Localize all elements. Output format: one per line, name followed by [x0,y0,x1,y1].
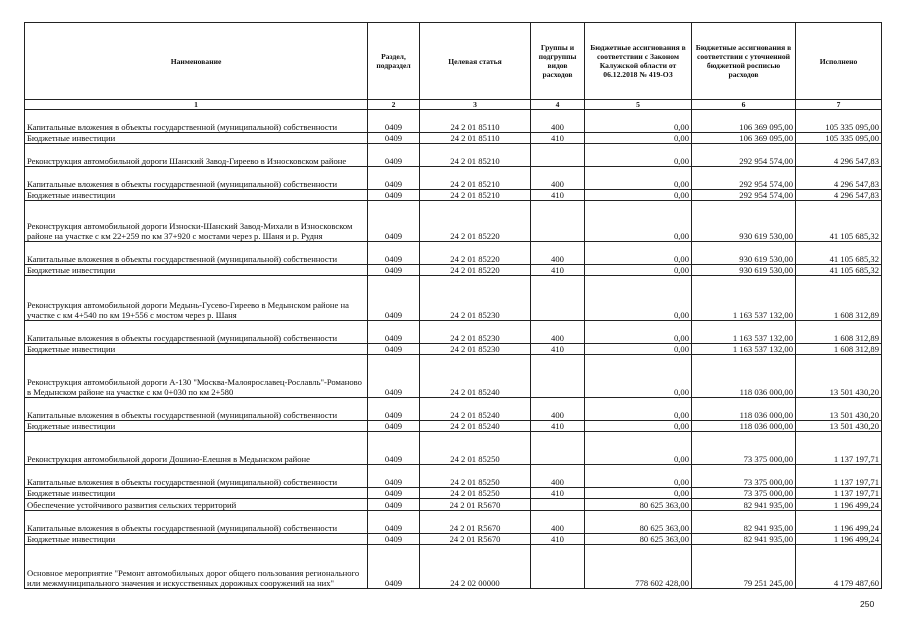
header-budget-law: Бюджетные ассигнования в соответствии с Законом Калужской области от 06.12.2018 № 419-ОЗ [585,23,692,100]
row-group [531,201,585,242]
row-execution: 4 296 547,83 [796,144,882,167]
row-group [531,545,585,589]
table-row [25,499,882,511]
row-budget-law: 0,00 [585,276,692,321]
row-budget-revised: 930 619 530,00 [692,265,796,276]
row-section: 0409 [368,190,420,201]
row-execution: 13 501 430,20 [796,355,882,398]
header-target: Целевая статья [420,23,531,100]
row-budget-law: 0,00 [585,321,692,344]
row-target: 24 2 01 85240 [420,398,531,421]
row-target: 24 2 01 85220 [420,242,531,265]
row-budget-law: 0,00 [585,190,692,201]
table-row [25,144,882,167]
row-budget-law: 80 625 363,00 [585,511,692,534]
row-budget-law: 80 625 363,00 [585,499,692,511]
table-row [25,344,882,355]
row-budget-revised: 118 036 000,00 [692,421,796,432]
row-name: Капитальные вложения в объекты государственной (муниципальной) собственности [25,511,368,534]
row-budget-revised: 73 375 000,00 [692,488,796,499]
row-execution: 41 105 685,32 [796,265,882,276]
row-execution: 13 501 430,20 [796,421,882,432]
column-number: 7 [796,100,882,110]
row-group: 410 [531,190,585,201]
row-section: 0409 [368,321,420,344]
row-execution: 1 608 312,89 [796,321,882,344]
row-group: 400 [531,321,585,344]
row-group: 400 [531,242,585,265]
row-target: 24 2 01 85230 [420,321,531,344]
row-section: 0409 [368,465,420,488]
row-budget-law: 0,00 [585,344,692,355]
row-target: 24 2 01 85210 [420,144,531,167]
row-budget-law: 0,00 [585,133,692,144]
row-budget-revised: 292 954 574,00 [692,190,796,201]
row-name: Капитальные вложения в объекты государственной (муниципальной) собственности [25,398,368,421]
table-row [25,265,882,276]
row-execution: 1 196 499,24 [796,534,882,545]
row-section: 0409 [368,167,420,190]
row-budget-law: 0,00 [585,144,692,167]
row-target: 24 2 01 85250 [420,465,531,488]
row-target: 24 2 01 85230 [420,344,531,355]
row-target: 24 2 01 85110 [420,133,531,144]
row-target: 24 2 01 85220 [420,265,531,276]
row-budget-law: 0,00 [585,201,692,242]
row-budget-revised: 79 251 245,00 [692,545,796,589]
row-budget-revised: 1 163 537 132,00 [692,276,796,321]
row-target: 24 2 01 85240 [420,421,531,432]
row-execution: 1 608 312,89 [796,276,882,321]
row-execution: 1 196 499,24 [796,499,882,511]
row-section: 0409 [368,265,420,276]
row-budget-law: 0,00 [585,432,692,465]
row-execution: 1 137 197,71 [796,488,882,499]
table-row [25,545,882,589]
row-execution: 4 296 547,83 [796,167,882,190]
row-execution: 105 335 095,00 [796,110,882,133]
row-budget-law: 0,00 [585,355,692,398]
row-execution: 41 105 685,32 [796,242,882,265]
row-group: 410 [531,534,585,545]
row-budget-law: 0,00 [585,488,692,499]
row-target: 24 2 01 R5670 [420,534,531,545]
row-section: 0409 [368,344,420,355]
row-group [531,276,585,321]
row-budget-revised: 1 163 537 132,00 [692,344,796,355]
row-name: Обеспечение устойчивого развития сельских территорий [25,499,368,511]
row-section: 0409 [368,488,420,499]
row-section: 0409 [368,534,420,545]
column-number: 6 [692,100,796,110]
row-section: 0409 [368,398,420,421]
table-row [25,511,882,534]
row-budget-law: 0,00 [585,167,692,190]
row-section: 0409 [368,242,420,265]
row-budget-law: 0,00 [585,421,692,432]
row-name: Капитальные вложения в объекты государственной (муниципальной) собственности [25,110,368,133]
column-number: 5 [585,100,692,110]
row-target: 24 2 02 00000 [420,545,531,589]
header-row [25,23,882,100]
row-budget-revised: 1 163 537 132,00 [692,321,796,344]
table-row [25,242,882,265]
row-budget-law: 778 602 428,00 [585,545,692,589]
row-budget-revised: 73 375 000,00 [692,432,796,465]
row-budget-law: 0,00 [585,242,692,265]
row-name: Бюджетные инвестиции [25,421,368,432]
column-number: 2 [368,100,420,110]
row-name: Капитальные вложения в объекты государственной (муниципальной) собственности [25,167,368,190]
column-number: 1 [25,100,368,110]
row-group: 400 [531,110,585,133]
column-number-row [25,100,882,110]
row-budget-revised: 292 954 574,00 [692,144,796,167]
header-execution: Исполнено [796,23,882,100]
table-row [25,190,882,201]
row-group: 410 [531,421,585,432]
row-execution: 1 196 499,24 [796,511,882,534]
row-budget-revised: 930 619 530,00 [692,242,796,265]
row-group: 410 [531,488,585,499]
table-row [25,167,882,190]
row-section: 0409 [368,201,420,242]
header-section: Раздел, подраздел [368,23,420,100]
row-execution: 1 137 197,71 [796,465,882,488]
page-number: 250 [860,599,875,609]
row-target: 24 2 01 85230 [420,276,531,321]
row-execution: 1 608 312,89 [796,344,882,355]
row-target: 24 2 01 85250 [420,432,531,465]
row-group [531,144,585,167]
header-groups: Группы и подгруппы видов расходов [531,23,585,100]
row-group: 410 [531,133,585,144]
row-name: Бюджетные инвестиции [25,534,368,545]
table-row [25,432,882,465]
row-group: 410 [531,344,585,355]
row-budget-revised: 73 375 000,00 [692,465,796,488]
row-budget-revised: 82 941 935,00 [692,534,796,545]
row-group: 400 [531,398,585,421]
row-group: 410 [531,265,585,276]
row-name: Бюджетные инвестиции [25,265,368,276]
row-budget-revised: 292 954 574,00 [692,167,796,190]
row-target: 24 2 01 85250 [420,488,531,499]
row-name: Капитальные вложения в объекты государственной (муниципальной) собственности [25,321,368,344]
row-group [531,355,585,398]
table-row [25,276,882,321]
row-budget-law: 0,00 [585,465,692,488]
row-name: Реконструкция автомобильной дороги Медынь-Гусево-Гиреево в Медынском районе на участке с км 4+540 по км 19+556 с мостом через р. Шаня [25,276,368,321]
row-section: 0409 [368,499,420,511]
row-budget-revised: 82 941 935,00 [692,499,796,511]
table-row [25,110,882,133]
row-budget-law: 0,00 [585,265,692,276]
row-target: 24 2 01 85110 [420,110,531,133]
row-budget-law: 0,00 [585,398,692,421]
table-row [25,534,882,545]
row-budget-law: 80 625 363,00 [585,534,692,545]
row-execution: 105 335 095,00 [796,133,882,144]
column-number: 4 [531,100,585,110]
row-execution: 13 501 430,20 [796,398,882,421]
row-section: 0409 [368,355,420,398]
row-name: Реконструкция автомобильной дороги А-130 "Москва-Малоярославец-Рославль"-Романово в Медынском районе на участке с км 0+030 по км 2+580 [25,355,368,398]
table-row [25,465,882,488]
row-section: 0409 [368,276,420,321]
table-row [25,201,882,242]
row-name: Капитальные вложения в объекты государственной (муниципальной) собственности [25,465,368,488]
row-name: Реконструкция автомобильной дороги Дошино-Елешня в Медынском районе [25,432,368,465]
row-name: Бюджетные инвестиции [25,488,368,499]
row-execution: 4 179 487,60 [796,545,882,589]
row-budget-revised: 106 369 095,00 [692,133,796,144]
row-group: 400 [531,465,585,488]
row-target: 24 2 01 R5670 [420,511,531,534]
row-section: 0409 [368,144,420,167]
row-group [531,499,585,511]
table-row [25,355,882,398]
row-name: Реконструкция автомобильной дороги Износки-Шанский Завод-Михали в Износковском районе на участке с км 22+259 по км 37+920 с мостами через р. Шаня и р. Рудня [25,201,368,242]
row-section: 0409 [368,511,420,534]
row-budget-revised: 930 619 530,00 [692,201,796,242]
row-target: 24 2 01 85210 [420,190,531,201]
row-name: Реконструкция автомобильной дороги Шанский Завод-Гиреево в Износковском районе [25,144,368,167]
row-target: 24 2 01 85210 [420,167,531,190]
row-name: Бюджетные инвестиции [25,344,368,355]
header-budget-revised: Бюджетные ассигнования в соответствии с уточненной бюджетной росписью расходов [692,23,796,100]
row-name: Бюджетные инвестиции [25,190,368,201]
row-execution: 4 296 547,83 [796,190,882,201]
table-row [25,421,882,432]
row-group: 400 [531,167,585,190]
row-execution: 1 137 197,71 [796,432,882,465]
row-budget-law: 0,00 [585,110,692,133]
header-name: Наименование [25,23,368,100]
row-name: Капитальные вложения в объекты государственной (муниципальной) собственности [25,242,368,265]
row-section: 0409 [368,110,420,133]
row-budget-revised: 118 036 000,00 [692,355,796,398]
row-budget-revised: 82 941 935,00 [692,511,796,534]
table-row [25,133,882,144]
row-target: 24 2 01 85240 [420,355,531,398]
row-target: 24 2 01 85220 [420,201,531,242]
row-target: 24 2 01 R5670 [420,499,531,511]
row-execution: 41 105 685,32 [796,201,882,242]
row-budget-revised: 118 036 000,00 [692,398,796,421]
budget-table [24,22,882,589]
row-section: 0409 [368,133,420,144]
table-row [25,488,882,499]
table-row [25,398,882,421]
row-group: 400 [531,511,585,534]
row-group [531,432,585,465]
row-name: Бюджетные инвестиции [25,133,368,144]
row-name: Основное мероприятие "Ремонт автомобильных дорог общего пользования регионального или межмуниципального значения и искусственных дорожных сооружений на них" [25,545,368,589]
row-section: 0409 [368,545,420,589]
row-section: 0409 [368,421,420,432]
table-row [25,321,882,344]
row-budget-revised: 106 369 095,00 [692,110,796,133]
column-number: 3 [420,100,531,110]
row-section: 0409 [368,432,420,465]
